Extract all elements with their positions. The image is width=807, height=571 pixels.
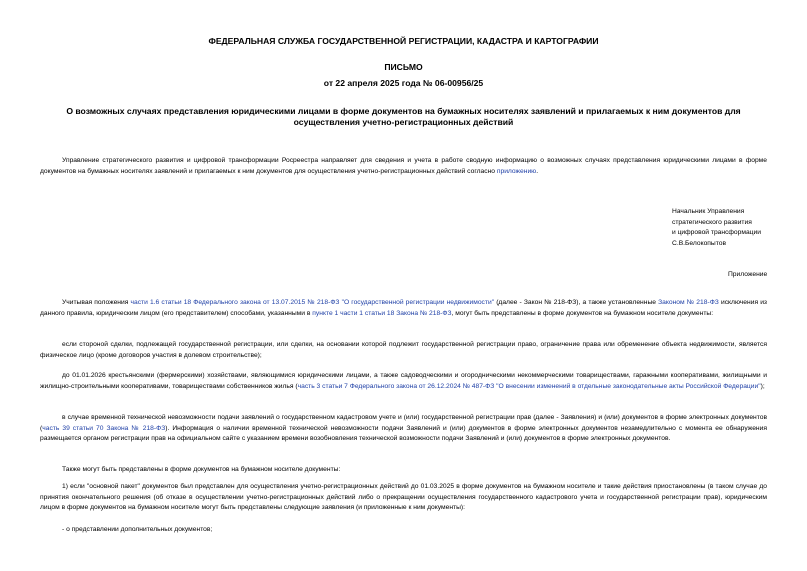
law-link[interactable]: часть 39 статьи 70 Закона № 218-ФЗ — [42, 424, 166, 432]
signer-position-line: стратегического развития — [672, 218, 752, 226]
appendix-link[interactable]: приложению — [496, 167, 537, 175]
appendix-label: Приложение — [728, 271, 768, 278]
document-date-number: от 22 апреля 2025 года № 06-00956/25 — [323, 78, 484, 88]
law-link[interactable]: части 1.6 статьи 18 Федерального закона от 13.07.2015 № 218-ФЗ "О государственной регистрации недвижимости" — [130, 299, 495, 306]
paragraph-6: 1) если "основной пакет" документов был представлен для осуществления учетно-регистрационных действий до 01.03.2025 в форме документов на бумажном носителе и такие действия приостановлены (в таком случае до принятия окончательного решения (об отказе в осуществлении учетно-регистрационных действий либо о прекращении осуществления государственного кадастрового учета и государственной регистрации прав), юридическим лицом в форме документов на бумажном носителе могут быть представлены следующие заявления (и приложенные к ним документы): — [40, 483, 767, 512]
paragraph-7: - о представлении дополнительных документов; — [62, 526, 213, 533]
signer-position-line: Начальник Управления — [672, 208, 745, 215]
document-type: ПИСЬМО — [384, 62, 423, 72]
intro-paragraph: Управление стратегического развития и цифровой трансформации Росреестра направляет для сведения и учета в работе сводную информацию о возможных случаях представления юридическими лицами в форме документов на бумажных носителях заявлений и прилагаемых к ним документов для осуществления учетно-регистрационных действий согласно приложению. — [40, 157, 767, 175]
paragraph-5: Также могут быть представлены в форме документов на бумажном носителе документы: — [62, 466, 341, 473]
signer-position-line: и цифровой трансформации — [672, 229, 761, 237]
signer-name: С.В.Белокопытов — [672, 239, 726, 247]
signature-block — [672, 207, 782, 249]
paragraph-2: если стороной сделки, подлежащей государственной регистрации, или сделки, на основании которой подлежит государственной регистрации право, ограничение права или обременение объекта недвижимости, является физическое лицо (кроме договоров участия в долевом строительстве); — [40, 341, 767, 359]
intro-text: Управление стратегического развития и цифровой трансформации Росреестра направляет для сведения и учета в работе сводную информацию о возможных случаях представления юридическими лицами в форме документов на бумажных носителях заявлений и прилагаемых к ним документов для осуществления учетно-регистрационных действий согласно — [40, 157, 767, 175]
agency-title: ФЕДЕРАЛЬНАЯ СЛУЖБА ГОСУДАРСТВЕННОЙ РЕГИСТРАЦИИ, КАДАСТРА И КАРТОГРАФИИ — [208, 36, 599, 46]
document-subject: О возможных случаях представления юридическими лицами в форме документов на бумажных носителях заявлений и прилагаемых к ним документов для осуществления учетно-регистрационных действий — [66, 106, 741, 127]
paragraph-4: в случае временной технической невозможности подачи заявлений о государственном кадастровом учете и (или) государственной регистрации прав (далее - Заявления) и (или) документов в форме электронных документов (часть 39 статьи 70 Закона № 218-ФЗ). Информация о наличии временной технической невозможности подачи Заявлений и (или) документов в форме электронных документов незамедлительно с момента ее обнаружения размещается органом регистрации прав на официальном сайте с указанием времени возобновления технической возможности подачи Заявлений и (или) документов в форме электронных документов. — [40, 414, 767, 443]
law-link[interactable]: часть 3 статьи 7 Федерального закона от 26.12.2024 № 487-ФЗ "О внесении изменений в отдельные законодательные акты Российской Федерации" — [297, 382, 761, 390]
law-link[interactable]: Законом № 218-ФЗ — [658, 299, 719, 306]
law-link[interactable]: пункте 1 части 1 статьи 18 Закона № 218-ФЗ — [312, 309, 452, 317]
paragraph-1: Учитывая положения части 1.6 статьи 18 Федерального закона от 13.07.2015 № 218-ФЗ "О государственной регистрации недвижимости" (далее - Закон № 218-ФЗ), а также установленные Законом № 218-ФЗ исключения из данного правила, юридическим лицом (его представителем) способами, указанными в пункте 1 части 1 статьи 18 Закона № 218-ФЗ, могут быть представлены в форме документов на бумажном носителе документы: — [40, 299, 767, 317]
paragraph-3: до 01.01.2026 крестьянскими (фермерскими) хозяйствами, являющимися юридическими лицами, а также садоводческими и огородническими некоммерческими товариществами, гаражными кооперативами, жилищными и жилищно-строительными кооперативами, товариществами собственников жилья (часть 3 статьи 7 Федерального закона от 26.12.2024 № 487-ФЗ "О внесении изменений в отдельные законодательные акты Российской Федерации"); — [40, 372, 767, 390]
